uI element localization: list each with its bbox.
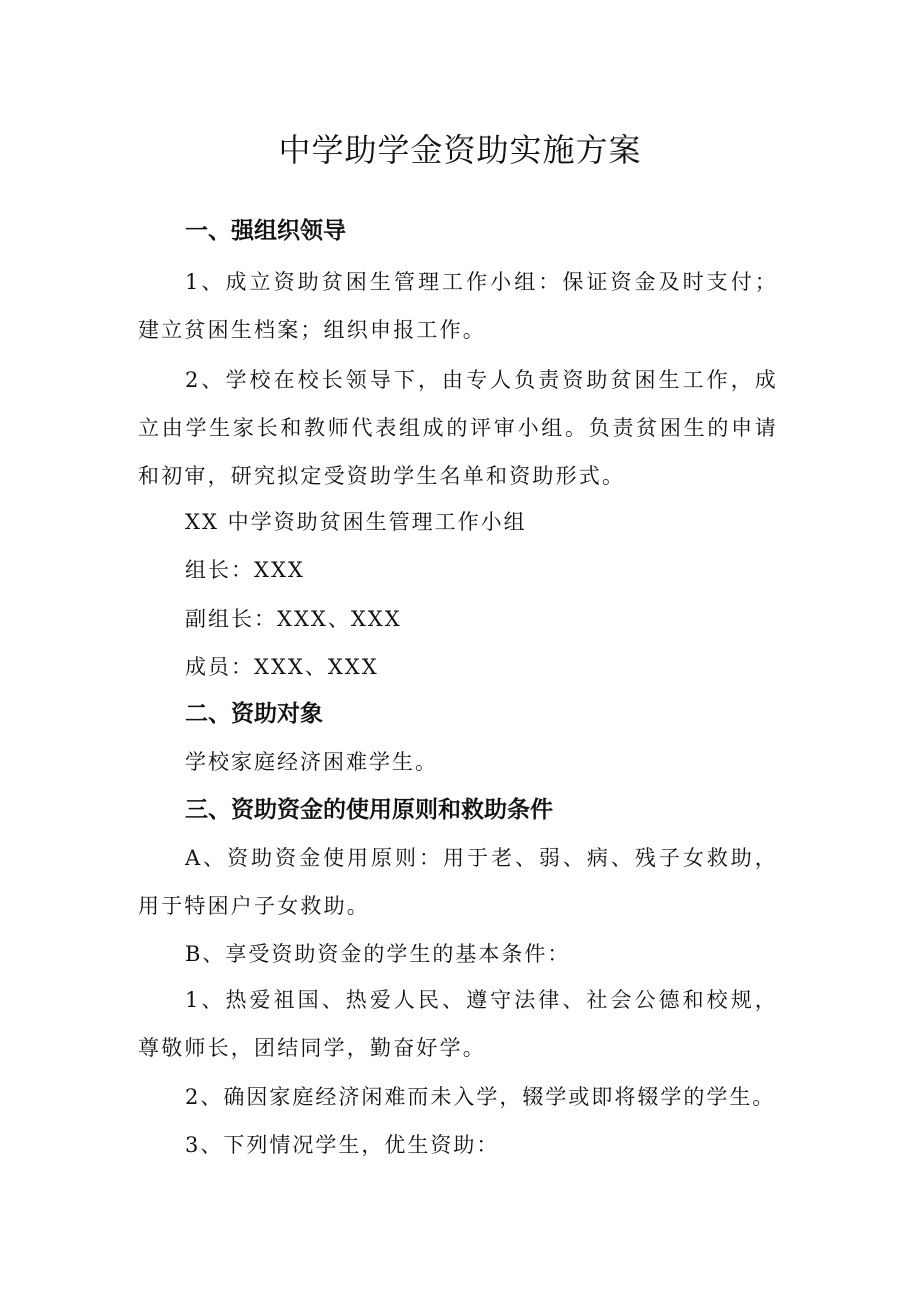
paragraph-targets: 学校家庭经济困难学生。 [185, 750, 438, 774]
deputy-leader-line: 副组长：XXX、XXX [185, 607, 402, 631]
paragraph-principle-a: A、资助资金使用原则：用于老、弱、病、残子女救助，用于特困户子女救助。 [138, 846, 778, 918]
paragraph-condition-2: 2、确因家庭经济闲难而未入学，辍学或即将辍学的学生。 [185, 1085, 776, 1109]
members-line: 成员：XXX、XXX [185, 655, 379, 679]
section-heading-organization: 一、强组织领导 [185, 218, 346, 244]
paragraph-condition-b: B、享受资助资金的学生的基本条件： [185, 942, 571, 966]
group-name-line: XX 中学资助贫困生管理工作小组 [185, 510, 527, 534]
section-heading-principles: 三、资助资金的使用原则和救助条件 [185, 797, 553, 823]
paragraph-condition-3: 3、下列情况学生，优生资助： [185, 1133, 500, 1157]
section-heading-targets: 二、资助对象 [185, 701, 323, 727]
group-leader-line: 组长：XXX [185, 558, 305, 582]
paragraph-working-group: 1、成立资助贫困生管理工作小组：保证资金及时支付；建立贫困生档案；组织申报工作。 [138, 270, 778, 342]
paragraph-condition-1: 1、热爱祖国、热爱人民、遵守法律、社会公德和校规，尊敬师长，团结同学，勤奋好学。 [138, 988, 778, 1060]
document-title: 中学助学金资助实施方案 [278, 131, 642, 169]
paragraph-review-group: 2、学校在校长领导下，由专人负责资助贫困生工作，成立由学生家长和教师代表组成的评审小组。负责贫困生的申请和初审，研究拟定受资助学生名单和资助形式。 [138, 368, 778, 488]
